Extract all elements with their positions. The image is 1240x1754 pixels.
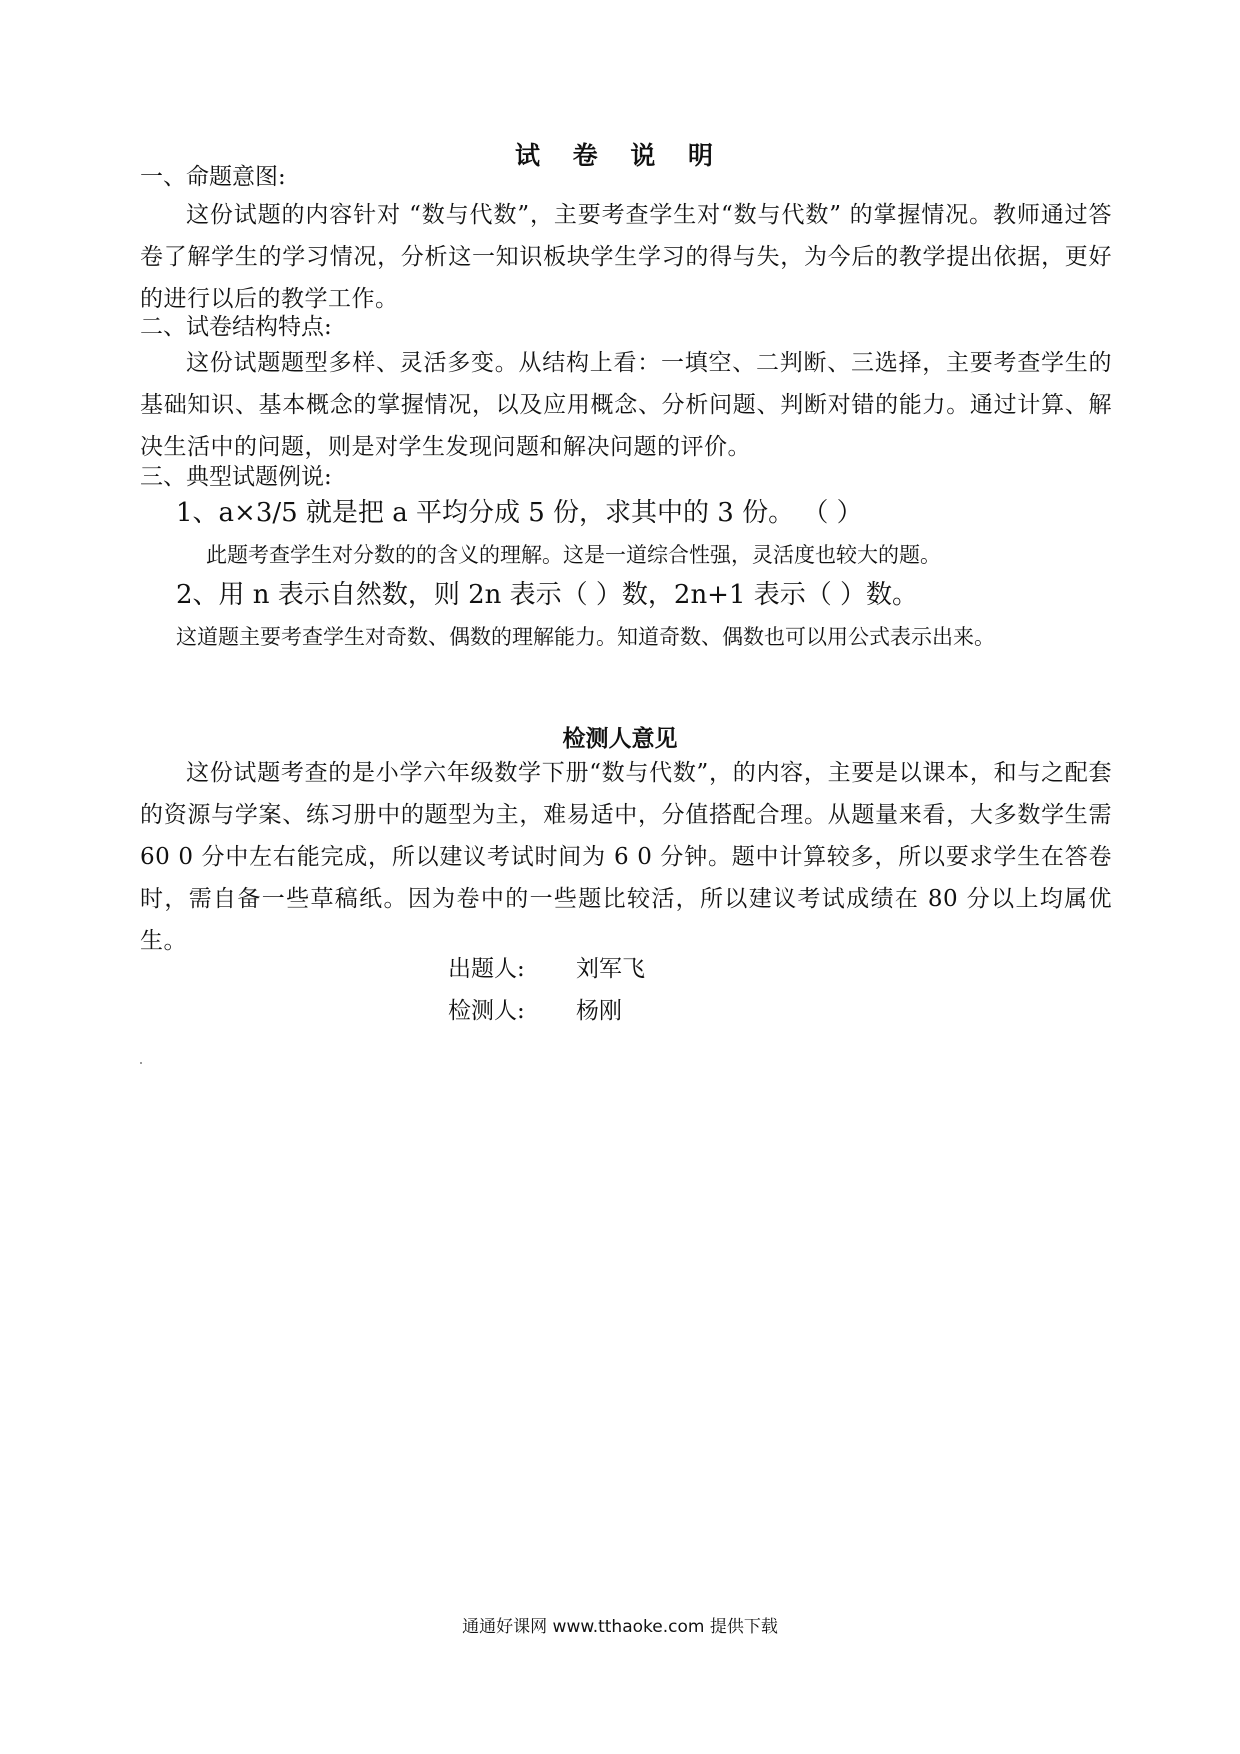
section-1-paragraph: 这份试题的内容针对 “数与代数”，主要考查学生对“数与代数” 的掌握情况。教师通过答卷了解学生的学习情况，分析这一知识板块学生学习的得与失，为今后的教学提出依据，更好的进行以后的教学工作。 [140, 202, 1112, 312]
author-name: 刘军飞 [576, 956, 645, 982]
section-1-heading: 一、命题意图: [140, 164, 286, 190]
author-label: 出题人: [448, 956, 525, 982]
scan-speck [140, 1062, 142, 1064]
review-heading: 检测人意见 [562, 726, 678, 752]
example-item-2: 2、用 n 表示自然数，则 2n 表示（ ）数，2n+1 表示（ ）数。 [176, 580, 919, 610]
page-footer: 通通好课网 www.tthaoke.com 提供下载 [462, 1617, 778, 1637]
author-line [448, 954, 645, 984]
reviewer-line [448, 996, 622, 1026]
document-title: 试 卷 说 明 [514, 141, 726, 170]
section-2-heading: 二、试卷结构特点: [140, 314, 332, 340]
reviewer-name: 杨刚 [576, 998, 622, 1024]
reviewer-label: 检测人: [448, 998, 525, 1024]
section-2-paragraph: 这份试题题型多样、灵活多变。从结构上看：一填空、二判断、三选择，主要考查学生的基础知识、基本概念的掌握情况，以及应用概念、分析问题、判断对错的能力。通过计算、解决生活中的问题，则是对学生发现问题和解决问题的评价。 [140, 350, 1112, 460]
example-item-1-note: 此题考查学生对分数的的含义的理解。这是一道综合性强，灵活度也较大的题。 [206, 543, 941, 567]
example-item-2-note: 这道题主要考查学生对奇数、偶数的理解能力。知道奇数、偶数也可以用公式表示出来。 [176, 625, 995, 649]
section-3-heading: 三、典型试题例说: [140, 464, 332, 490]
review-paragraph: 这份试题考查的是小学六年级数学下册“数与代数”，的内容，主要是以课本，和与之配套的资源与学案、练习册中的题型为主，难易适中，分值搭配合理。从题量来看，大多数学生需 60 0 分中左右能完成，所以建议考试时间为 6 0 分钟。题中计算较多，所以要求学生在答卷时，需自备一些草稿纸。因为卷中的一些题比较活，所以建议考试成绩在 80 分以上均属优生。 [140, 760, 1112, 954]
example-item-1: 1、a×3/5 就是把 a 平均分成 5 份，求其中的 3 份。 （ ） [176, 498, 863, 528]
